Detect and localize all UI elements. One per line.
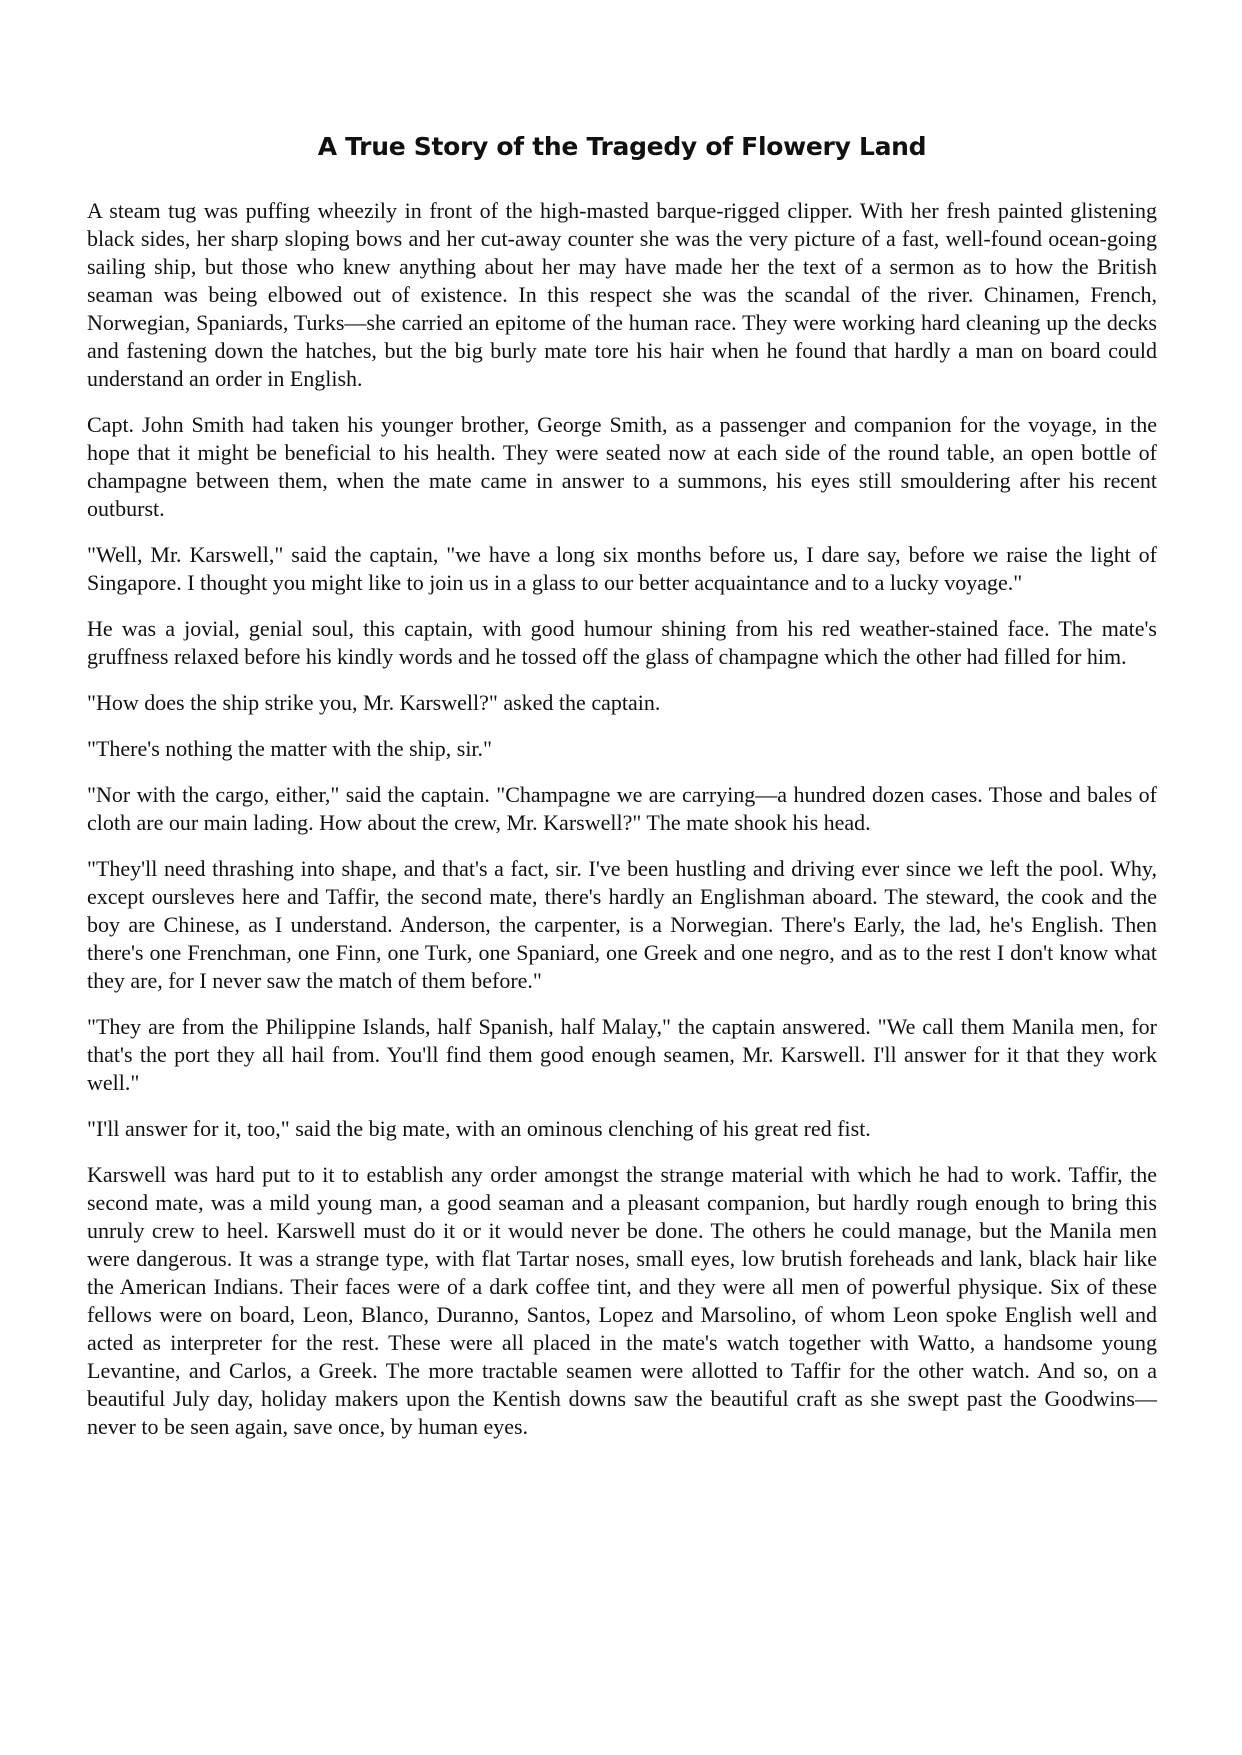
paragraph-8: "They'll need thrashing into shape, and that's a fact, sir. I've been hustling and driving ever since we left the pool. Why, except oursleves here and Taffir, the second mate, there's hardly an Englishman aboard. The steward, the cook and the boy are Chinese, as I understand. Anderson, the carpenter, is a Norwegian. There's Early, the lad, he's English. Then there's one Frenchman, one Finn, one Turk, one Spaniard, one Greek and one negro, and as to the rest I don't know what they are, for I never saw the match of them before." — [87, 856, 1157, 993]
paragraph-6: "There's nothing the matter with the ship, sir." — [87, 736, 493, 761]
document-title: A True Story of the Tragedy of Flowery Land — [317, 132, 927, 161]
paragraph-4: He was a jovial, genial soul, this captain, with good humour shining from his red weather-stained face. The mate's gruffness relaxed before his kindly words and he tossed off the glass of champagne which the other had filled for him. — [87, 616, 1157, 669]
paragraph-7: "Nor with the cargo, either," said the captain. "Champagne we are carrying—a hundred dozen cases. Those and bales of cloth are our main lading. How about the crew, Mr. Karswell?" The mate shook his head. — [87, 782, 1157, 835]
paragraph-1: A steam tug was puffing wheezily in front of the high-masted barque-rigged clipper. With her fresh painted glistening black sides, her sharp sloping bows and her cut-away counter she was the very picture of a fast, well-found ocean-going sailing ship, but those who knew anything about her may have made her the text of a sermon as to how the British seaman was being elbowed out of existence. In this respect she was the scandal of the river. Chinamen, French, Norwegian, Spaniards, Turks—she carried an epitome of the human race. They were working hard cleaning up the decks and fastening down the hatches, but the big burly mate tore his hair when he found that hardly a man on board could understand an order in English. — [87, 198, 1157, 391]
paragraph-2: Capt. John Smith had taken his younger brother, George Smith, as a passenger and companion for the voyage, in the hope that it might be beneficial to his health. They were seated now at each side of the round table, an open bottle of champagne between them, when the mate came in answer to a summons, his eyes still smouldering after his recent outburst. — [87, 412, 1157, 521]
paragraph-3: "Well, Mr. Karswell," said the captain, "we have a long six months before us, I dare say, before we raise the light of Singapore. I thought you might like to join us in a glass to our better acquaintance and to a lucky voyage." — [87, 542, 1157, 595]
paragraph-10: "I'll answer for it, too," said the big mate, with an ominous clenching of his great red fist. — [87, 1116, 871, 1141]
paragraph-11: Karswell was hard put to it to establish any order amongst the strange material with which he had to work. Taffir, the second mate, was a mild young man, a good seaman and a pleasant companion, but hardly rough enough to bring this unruly crew to heel. Karswell must do it or it would never be done. The others he could manage, but the Manila men were dangerous. It was a strange type, with flat Tartar noses, small eyes, low brutish foreheads and lank, black hair like the American Indians. Their faces were of a dark coffee tint, and they were all men of powerful physique. Six of these fellows were on board, Leon, Blanco, Duranno, Santos, Lopez and Marsolino, of whom Leon spoke English well and acted as interpreter for the rest. These were all placed in the mate's watch together with Watto, a handsome young Levantine, and Carlos, a Greek. The more tractable seamen were allotted to Taffir for the other watch. And so, on a beautiful July day, holiday makers upon the Kentish downs saw the beautiful craft as she swept past the Goodwins—never to be seen again, save once, by human eyes. — [87, 1162, 1157, 1439]
paragraph-9: "They are from the Philippine Islands, half Spanish, half Malay," the captain answered. "We call them Manila men, for that's the port they all hail from. You'll find them good enough seamen, Mr. Karswell. I'll answer for it that they work well." — [87, 1014, 1157, 1095]
paragraph-5: "How does the ship strike you, Mr. Karswell?" asked the captain. — [87, 690, 661, 715]
document-page — [87, 132, 1157, 1459]
